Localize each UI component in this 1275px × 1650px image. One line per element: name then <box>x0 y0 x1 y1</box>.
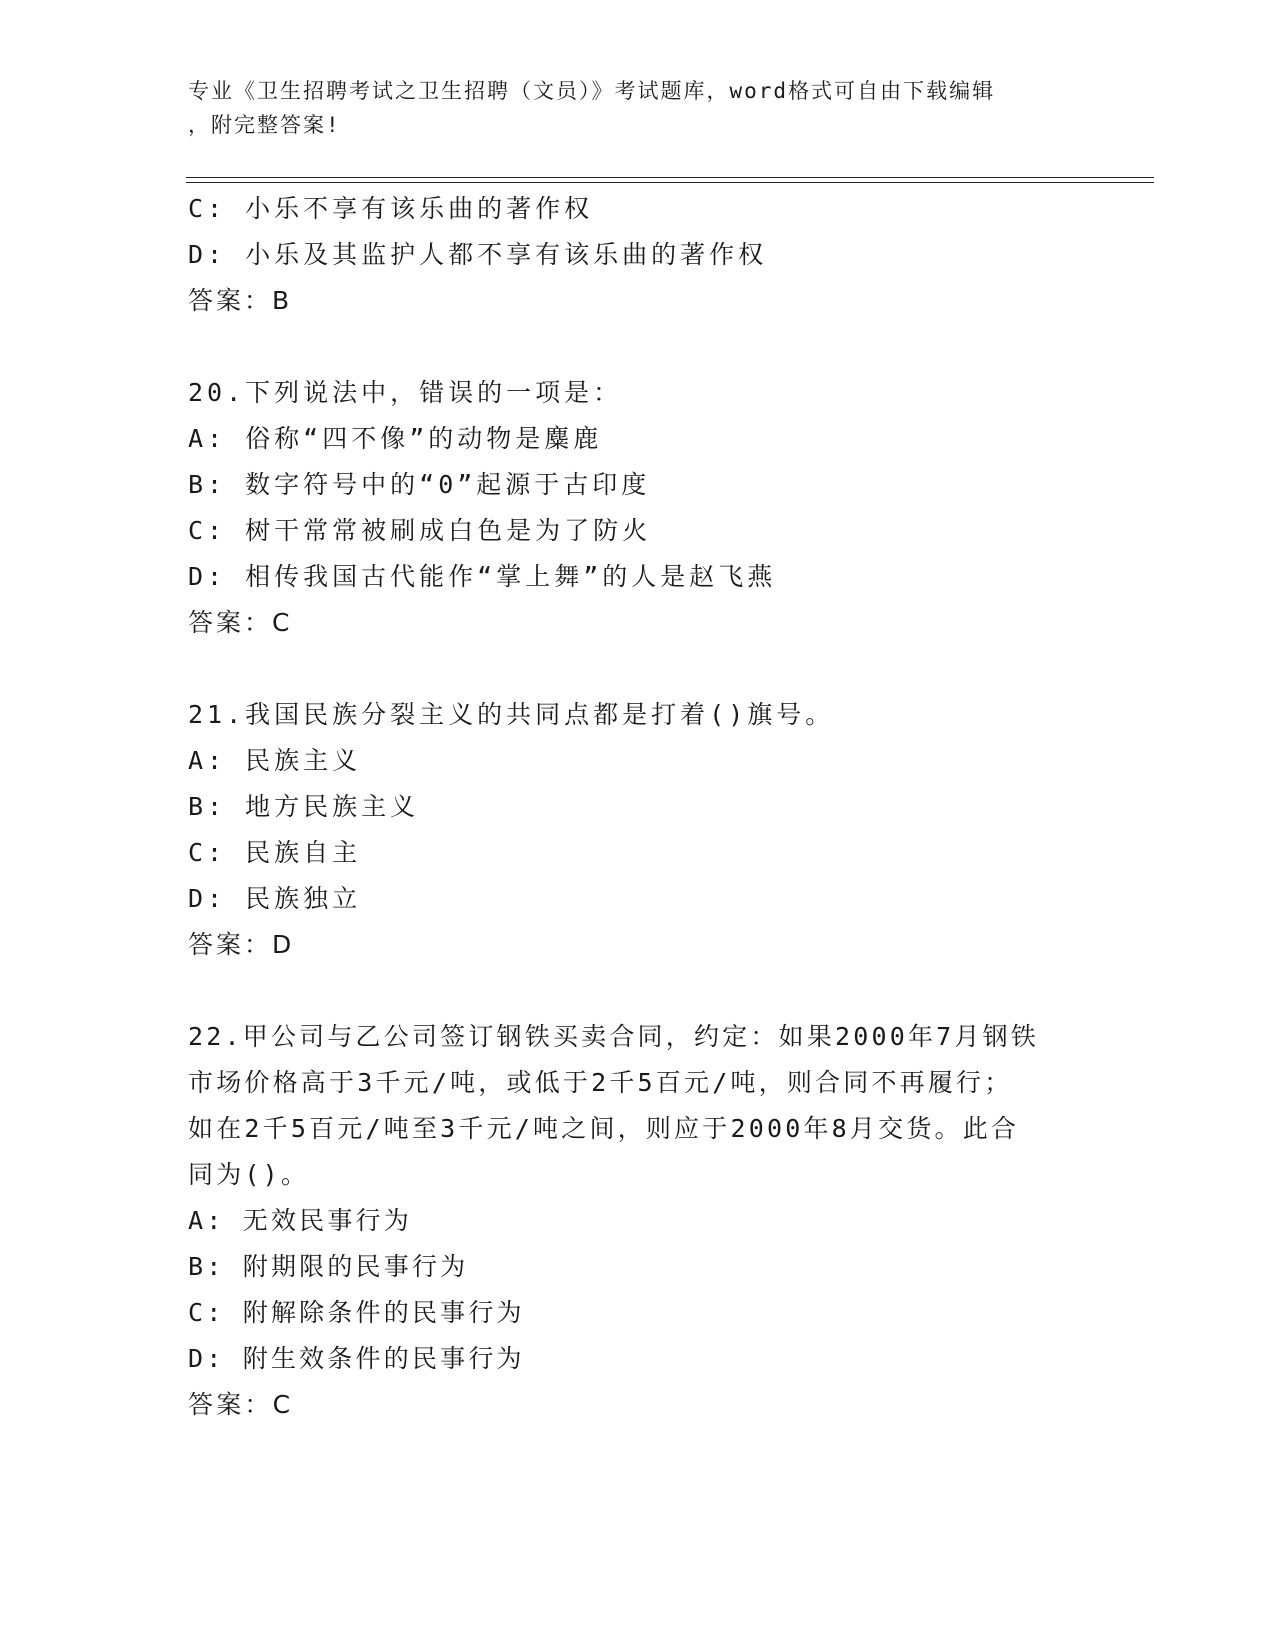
header-divider-bottom <box>186 182 1154 183</box>
question-19-option-c: C: 小乐不享有该乐曲的著作权 <box>188 194 594 223</box>
question-20-stem: 20.下列说法中，错误的一项是： <box>188 378 623 407</box>
question-22-option-d: D: 附生效条件的民事行为 <box>188 1344 525 1373</box>
question-21-option-c: C: 民族自主 <box>188 838 362 867</box>
question-20-answer: 答案：C <box>188 608 293 637</box>
spacer <box>188 646 1118 692</box>
question-22-option-a: A: 无效民事行为 <box>188 1206 412 1235</box>
spacer <box>188 324 1118 370</box>
question-22-stem-line-4: 同为()。 <box>188 1160 310 1189</box>
question-list <box>188 186 1118 1428</box>
question-22-answer: 答案：C <box>188 1390 294 1419</box>
question-22-option-c: C: 附解除条件的民事行为 <box>188 1298 525 1327</box>
question-19-option-d: D: 小乐及其监护人都不享有该乐曲的著作权 <box>188 240 768 269</box>
header-line-2: ，附完整答案! <box>188 113 341 137</box>
header-line-1: 专业《卫生招聘考试之卫生招聘（文员）》考试题库，word格式可自由下载编辑 <box>188 79 996 103</box>
question-22-stem-line-1: 22.甲公司与乙公司签订钢铁买卖合同，约定：如果2000年7月钢铁 <box>188 1022 1040 1051</box>
question-20-option-a: A: 俗称“四不像”的动物是麋鹿 <box>188 424 603 453</box>
question-22 <box>188 1014 1118 1428</box>
question-21-option-b: B: 地方民族主义 <box>188 792 420 821</box>
question-21 <box>188 692 1118 968</box>
spacer <box>188 968 1118 1014</box>
header-divider-top <box>186 177 1154 178</box>
question-20-option-c: C: 树干常常被刷成白色是为了防火 <box>188 516 652 545</box>
question-20-option-d: D: 相传我国古代能作“掌上舞”的人是赵飞燕 <box>188 562 777 591</box>
question-21-option-d: D: 民族独立 <box>188 884 362 913</box>
question-21-option-a: A: 民族主义 <box>188 746 362 775</box>
question-20-option-b: B: 数字符号中的“0”起源于古印度 <box>188 470 651 499</box>
question-19-answer: 答案：B <box>188 286 293 315</box>
document-header <box>188 74 1088 142</box>
question-22-stem-line-3: 如在2千5百元/吨至3千元/吨之间，则应于2000年8月交货。此合 <box>188 1114 1020 1143</box>
question-22-stem-line-2: 市场价格高于3千元/吨，或低于2千5百元/吨，则合同不再履行； <box>188 1068 1013 1097</box>
question-22-option-b: B: 附期限的民事行为 <box>188 1252 469 1281</box>
question-20 <box>188 370 1118 646</box>
question-21-answer: 答案：D <box>188 930 295 959</box>
question-21-stem: 21.我国民族分裂主义的共同点都是打着()旗号。 <box>188 700 835 729</box>
question-19-fragment <box>188 186 1118 324</box>
